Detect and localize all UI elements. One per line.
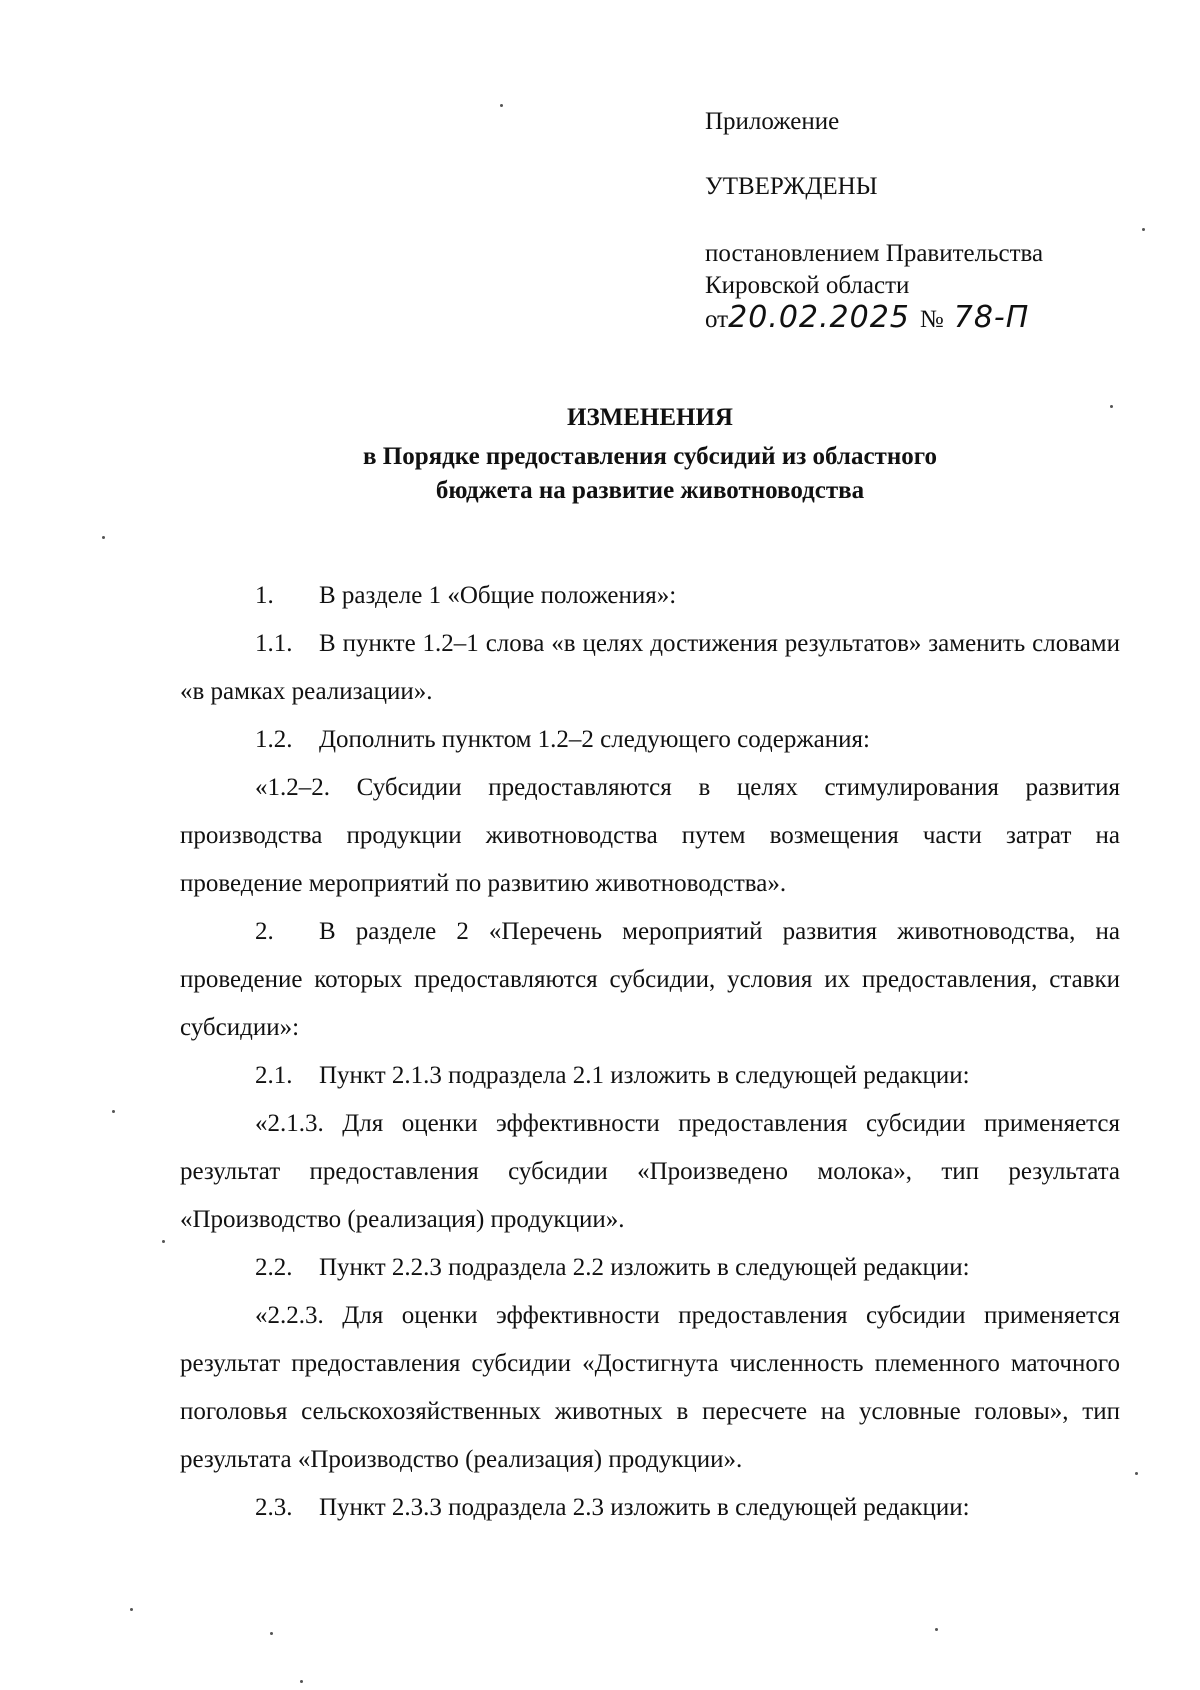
item-number: 2.1. (255, 1062, 293, 1089)
document-title: ИЗМЕНЕНИЯ (567, 404, 733, 431)
scan-speck (270, 1632, 273, 1635)
date-prefix: от (705, 306, 729, 333)
item-text: «1.2–2. Субсидии предоставляются в целях стимулирования развития производства продукции животноводства путем возмещения части затрат на проведение мероприятий по развитию животноводства». (180, 774, 1120, 897)
scan-speck (1110, 405, 1113, 408)
document-subtitle-line-1: в Порядке предоставления субсидий из областного (363, 443, 937, 470)
scan-speck (112, 1110, 115, 1113)
handwritten-number: 78-П (953, 300, 1030, 335)
item-1 (180, 572, 1120, 620)
document-body (180, 572, 1120, 1532)
item-number: 2.3. (255, 1494, 293, 1521)
scan-speck (935, 1628, 938, 1631)
item-text: Пункт 2.1.3 подраздела 2.1 изложить в следующей редакции: (319, 1062, 970, 1089)
scan-speck (300, 1680, 303, 1683)
item-1-2-quote (180, 764, 1120, 908)
item-1-1 (180, 620, 1120, 716)
scan-speck (500, 104, 503, 107)
item-text: Пункт 2.2.3 подраздела 2.2 изложить в следующей редакции: (319, 1254, 970, 1281)
item-text: «2.1.3. Для оценки эффективности предоставления субсидии применяется результат предоставления субсидии «Произведено молока», тип результата «Производство (реализация) продукции». (180, 1110, 1120, 1233)
item-text: В пункте 1.2–1 слова «в целях достижения результатов» заменить словами «в рамках реализации». (180, 630, 1120, 705)
approved-label: УТВЕРЖДЕНЫ (705, 173, 878, 200)
item-2-1-quote (180, 1100, 1120, 1244)
scan-speck (130, 1608, 133, 1611)
scan-speck (162, 1240, 165, 1243)
item-text: «2.2.3. Для оценки эффективности предоставления субсидии применяется результат предоставления субсидии «Достигнута численность племенного маточного поголовья сельскохозяйственных животных в пересчете на условные головы», тип результата «Производство (реализация) продукции». (180, 1302, 1120, 1473)
item-1-2 (180, 716, 1120, 764)
resolution-block (705, 238, 1043, 336)
resolution-line-1: постановлением Правительства (705, 240, 1044, 267)
resolution-line-2: Кировской области (705, 272, 910, 299)
item-number: 2.2. (255, 1254, 293, 1281)
number-prefix: № (919, 306, 944, 333)
handwritten-date: 20.02.2025 (728, 300, 910, 335)
document-subtitle-line-2: бюджета на развитие животноводства (435, 477, 865, 504)
item-number: 1.2. (255, 726, 293, 753)
item-text: В разделе 1 «Общие положения»: (319, 582, 677, 609)
item-number: 1.1. (255, 630, 293, 657)
item-2 (180, 908, 1120, 1052)
scan-speck (102, 536, 105, 539)
date-number-line (705, 302, 1043, 336)
item-text: Дополнить пунктом 1.2–2 следующего содержания: (319, 726, 870, 753)
item-number: 1. (255, 582, 274, 609)
item-2-2 (180, 1244, 1120, 1292)
item-text: Пункт 2.3.3 подраздела 2.3 изложить в следующей редакции: (319, 1494, 970, 1521)
scan-speck (1135, 1472, 1138, 1475)
item-2-3 (180, 1484, 1120, 1532)
scan-speck (1142, 228, 1145, 231)
item-2-1 (180, 1052, 1120, 1100)
item-2-2-quote (180, 1292, 1120, 1484)
item-text: В разделе 2 «Перечень мероприятий развития животноводства, на проведение которых предоставляются субсидии, условия их предоставления, ставки субсидии»: (180, 918, 1120, 1041)
item-number: 2. (255, 918, 274, 945)
appendix-label: Приложение (705, 108, 840, 135)
